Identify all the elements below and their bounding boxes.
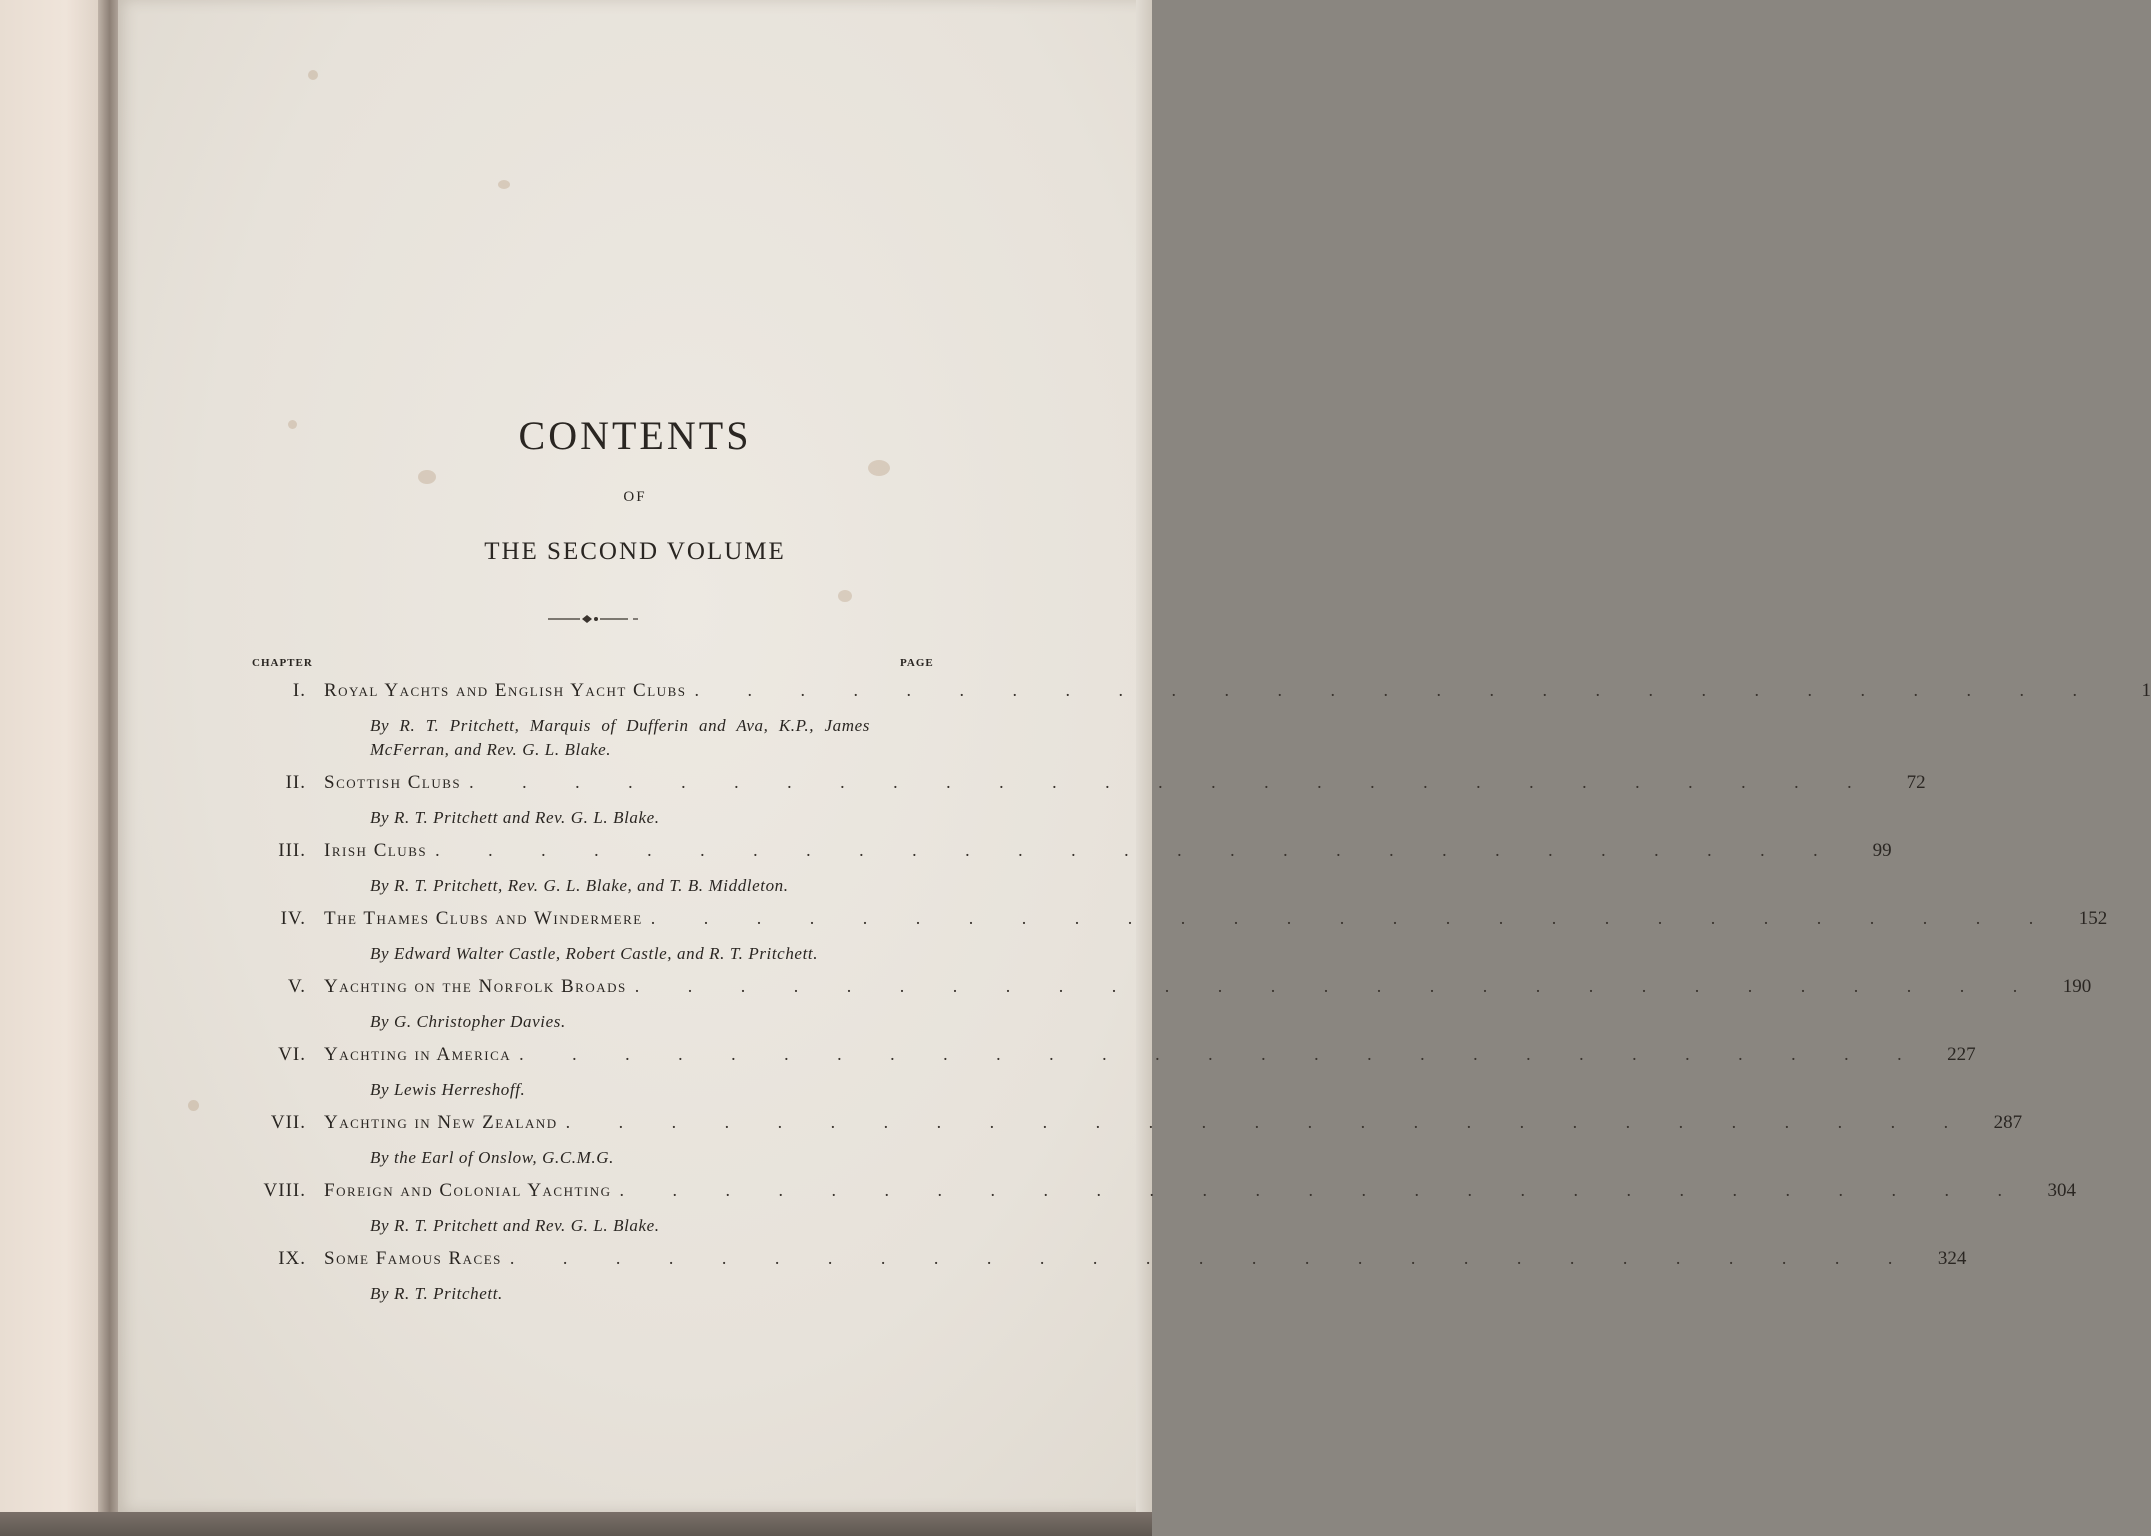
- chapter-title: Yachting on the Norfolk Broads: [324, 976, 627, 997]
- toc-entry: [230, 1044, 1976, 1102]
- chapter-byline: By Lewis Herreshoff.: [370, 1080, 526, 1099]
- page-number: 227: [1947, 1044, 1976, 1065]
- chapter-title: Irish Clubs: [324, 840, 428, 861]
- facing-page-edge: [0, 0, 110, 1536]
- page-number: 152: [2078, 908, 2108, 929]
- page-number: 324: [1937, 1248, 1967, 1269]
- chapter-byline: By R. T. Pritchett and Rev. G. L. Blake.: [370, 808, 660, 827]
- dot-leader: . . . . . . . . . . . . . . . . . . . . . . . . . . .: [435, 840, 1840, 860]
- page-number: 1: [2141, 680, 2151, 701]
- chapter-byline: By G. Christopher Davies.: [370, 1012, 566, 1031]
- title-connector: OF: [623, 489, 647, 505]
- dot-leader: . . . . . . . . . . . . . . . . . . . . . . . . . . .: [619, 1180, 2025, 1200]
- toc-entry: [230, 1248, 1967, 1306]
- page-number: 304: [2047, 1180, 2077, 1201]
- dot-leader: . . . . . . . . . . . . . . . . . . . . . . . . . . .: [509, 1248, 1915, 1268]
- chapter-column-header: CHAPTER: [252, 657, 313, 669]
- chapter-title: Foreign and Colonial Yachting: [324, 1180, 612, 1201]
- chapter-title: The Thames Clubs and Windermere: [324, 908, 643, 929]
- dot-leader: . . . . . . . . . . . . . . . . . . . . . . . . . . .: [650, 908, 2056, 928]
- page-number: 72: [1906, 772, 1926, 793]
- chapter-byline: By Edward Walter Castle, Robert Castle, and R. T. Pritchett.: [370, 944, 819, 963]
- ornament-divider-icon: [540, 612, 640, 626]
- chapter-number: IX.: [278, 1248, 306, 1269]
- chapter-title: Some Famous Races: [324, 1248, 502, 1269]
- page-number: 99: [1872, 840, 1892, 861]
- chapter-number: II.: [285, 772, 306, 793]
- chapter-title: Yachting in New Zealand: [324, 1112, 558, 1133]
- toc-entry: [230, 976, 2092, 1034]
- chapter-number: VI.: [278, 1044, 306, 1065]
- toc-entry: [230, 840, 1892, 898]
- volume-subtitle: THE SECOND VOLUME: [484, 538, 786, 565]
- chapter-title: Scottish Clubs: [324, 772, 462, 793]
- chapter-title: Royal Yachts and English Yacht Clubs: [324, 680, 687, 701]
- chapter-byline: By R. T. Pritchett.: [370, 1284, 503, 1303]
- chapter-number: VIII.: [263, 1180, 306, 1201]
- page-fore-edge: [1136, 0, 1152, 1512]
- page-number: 190: [2062, 976, 2092, 997]
- dot-leader: . . . . . . . . . . . . . . . . . . . . . . . . . . .: [565, 1112, 1971, 1132]
- chapter-title: Yachting in America: [324, 1044, 512, 1065]
- chapter-number: I.: [292, 680, 306, 701]
- chapter-byline: By the Earl of Onslow, G.C.M.G.: [370, 1148, 614, 1167]
- chapter-byline: By R. T. Pritchett, Rev. G. L. Blake, and T. B. Middleton.: [370, 876, 789, 895]
- toc-entry: [230, 680, 2151, 762]
- toc-entry: [230, 1112, 2023, 1170]
- chapter-byline: By R. T. Pritchett, Marquis of Dufferin and Ava, K.P., James McFerran, and Rev. G. L. Blake.: [370, 716, 870, 759]
- dot-leader: . . . . . . . . . . . . . . . . . . . . . . . . . . .: [519, 1044, 1924, 1064]
- dot-leader: . . . . . . . . . . . . . . . . . . . . . . . . . . .: [469, 772, 1874, 792]
- chapter-number: III.: [278, 840, 306, 861]
- page-column-header: PAGE: [900, 657, 934, 669]
- toc-entry: [230, 772, 1926, 830]
- chapter-number: IV.: [280, 908, 306, 929]
- page-number: 287: [1993, 1112, 2023, 1133]
- dot-leader: . . . . . . . . . . . . . . . . . . . . . . . . . . .: [694, 680, 2099, 700]
- table-of-contents: [230, 680, 2151, 1316]
- chapter-byline: By R. T. Pritchett and Rev. G. L. Blake.: [370, 1216, 660, 1235]
- page-title: CONTENTS: [518, 413, 752, 458]
- toc-entry: [230, 1180, 2077, 1238]
- chapter-number: VII.: [270, 1112, 306, 1133]
- toc-entry: [230, 908, 2108, 966]
- chapter-number: V.: [287, 976, 306, 997]
- background-surface: [0, 1512, 1152, 1536]
- dot-leader: . . . . . . . . . . . . . . . . . . . . . . . . . . .: [634, 976, 2040, 996]
